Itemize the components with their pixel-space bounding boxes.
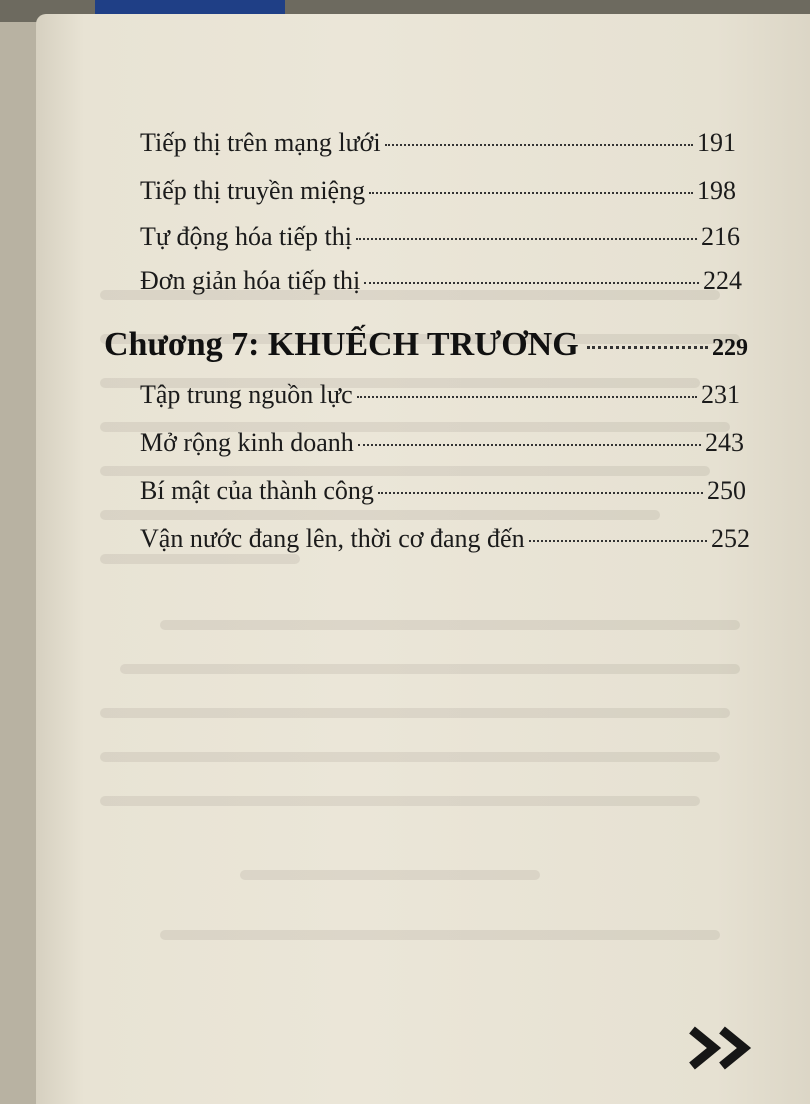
toc-entry-title: Tập trung nguồn lực: [140, 380, 353, 409]
leader-dots: [587, 346, 708, 349]
toc-entry[interactable]: [140, 222, 740, 252]
toc-entry-title: Tự động hóa tiếp thị: [140, 222, 352, 251]
chapter-title: Chương 7: KHUẾCH TRƯƠNG: [104, 326, 579, 363]
leader-dots: [378, 492, 703, 494]
toc-entry-title: Bí mật của thành công: [140, 476, 374, 505]
toc-entry-page: 243: [705, 428, 744, 457]
toc-entry-page: 216: [701, 222, 740, 251]
leader-dots: [357, 396, 697, 398]
toc-entry-title: Tiếp thị truyền miệng: [140, 176, 366, 205]
leader-dots: [356, 238, 697, 240]
toc-entry-page: 250: [707, 476, 746, 505]
toc-entry-title: Tiếp thị trên mạng lưới: [140, 128, 381, 157]
toc-chapter-heading[interactable]: [104, 326, 748, 364]
toc-entry[interactable]: [140, 266, 742, 296]
toc-entry[interactable]: [140, 380, 740, 410]
toc-entry[interactable]: [140, 476, 746, 506]
toc-entry[interactable]: [140, 176, 736, 206]
toc-entry-title: Vận nước đang lên, thời cơ đang đến: [140, 524, 525, 553]
toc-entry[interactable]: [140, 524, 750, 554]
bleed-through-texture: [100, 270, 750, 970]
toc-entry-page: 198: [697, 176, 736, 205]
toc-entry-page: 252: [711, 524, 750, 553]
toc-entry-page: 191: [697, 128, 736, 157]
leader-dots: [529, 540, 707, 542]
toc-entry-title: Mở rộng kinh doanh: [140, 428, 354, 457]
toc-entry[interactable]: [140, 128, 736, 158]
leader-dots: [385, 144, 693, 146]
toc-entry-page: 224: [703, 266, 742, 295]
double-chevron-right-icon: [686, 1024, 756, 1072]
toc-entry-page: 231: [701, 380, 740, 409]
toc-entry[interactable]: [140, 428, 744, 458]
leader-dots: [369, 192, 693, 194]
leader-dots: [364, 282, 699, 284]
toc-entry-title: Đơn giản hóa tiếp thị: [140, 266, 361, 295]
leader-dots: [358, 444, 701, 446]
chapter-page: 229: [712, 335, 748, 361]
